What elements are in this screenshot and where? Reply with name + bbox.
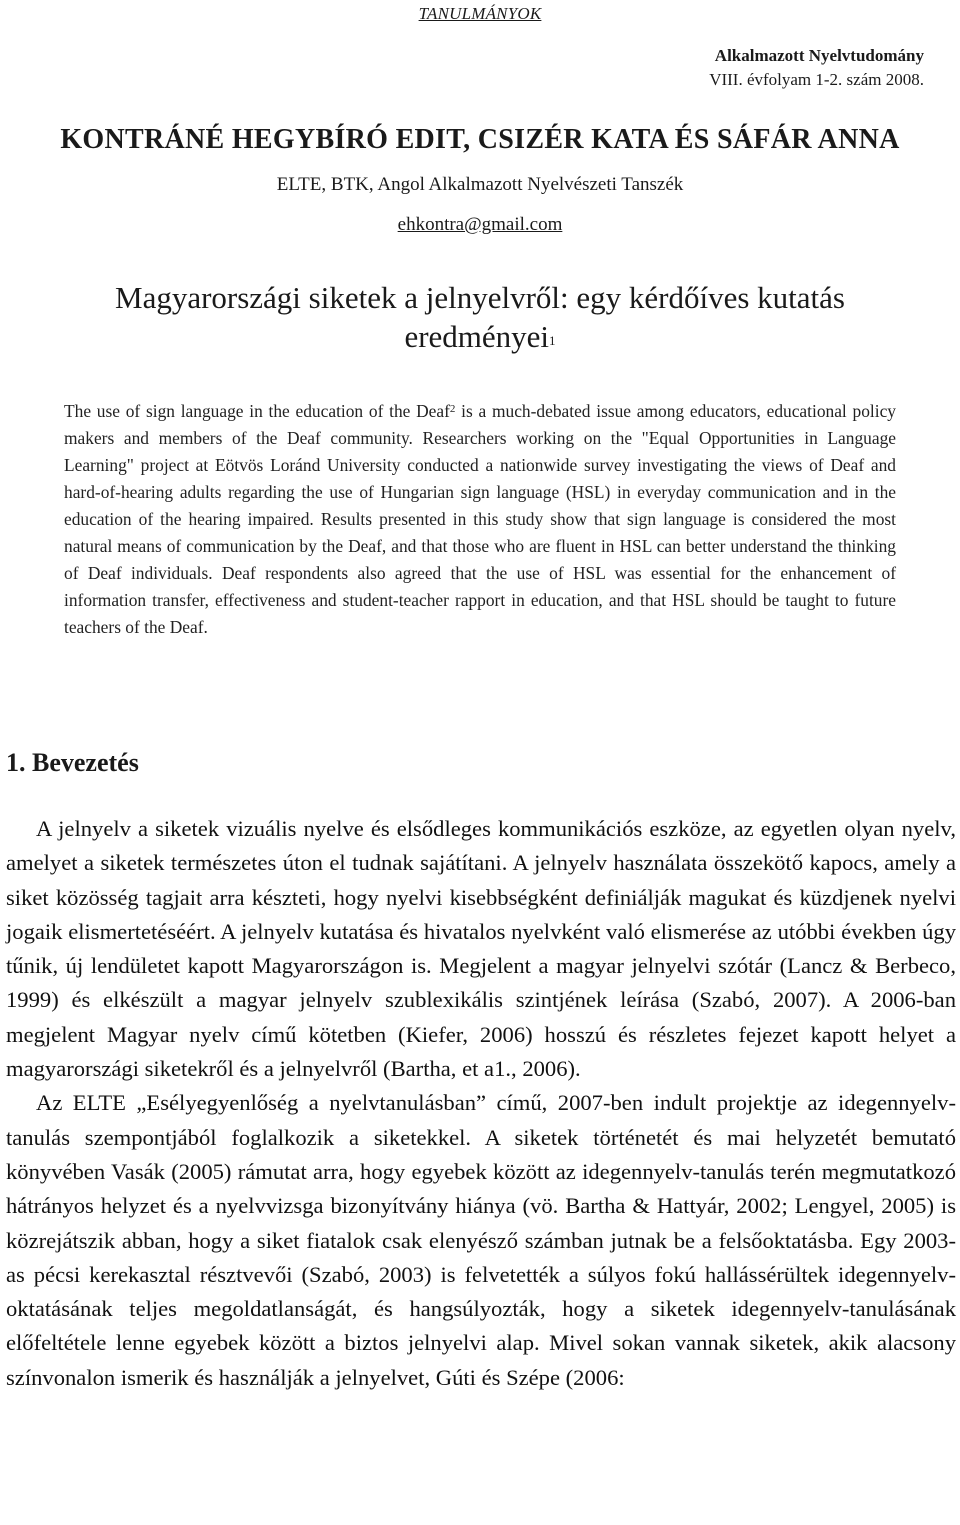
paragraph: Az ELTE „Esélyegyenlőség a nyelvtanulásban” című, 2007-ben indult projektje az idegennyelv-tanulás szempontjából foglalkozik a siketekkel. A siketek történetét és mai helyzetét bemutató könyvében Vasák (2005) rámutat arra, hogy egyebek között az idegennyelv-tanulás terén megmutatkozó hátrányos helyzet és a nyelvvizsga bizonyítvány hiánya (vö. Bartha & Hattyár, 2002; Lengyel, 2005) is közrejátszik abban, hogy a siket fiatalok csak elenyésző számban jutnak be a felsőoktatásba. Egy 2003-as pécsi kerekasztal résztvevői (Szabó, 2003) is felvetették a súlyos fokú hallássérültek idegennyelv-oktatásának teljes megoldatlanságát, és hangsúlyozták, hogy a siketek idegennyelv-tanulásának előfeltétele lenne egyebek között a biztos jelnyelvi alap. Mivel sokan vannak siketek, akik alacsony színvonalon ismerik és használják a jelnyelvet, Gúti és Szépe (2006: <box>6 1090 956 1390</box>
section-label: TANULMÁNYOK <box>418 4 542 23</box>
footnote-mark[interactable]: 1 <box>549 333 556 348</box>
paragraph: A jelnyelv a siketek vizuális nyelve és elsődleges kommunikációs eszköze, az egyetlen olyan nyelv, amelyet a siketek természetes úton el tudnak sajátítani. A jelnyelv használata összekötő kapocs, amely a siket közösség tagjait arra készteti, hogy nyelvi kisebbségként definiálják magukat és küzdjenek nyelvi jogaik elismertetéséért. A jelnyelv kutatása és hivatalos nyelvként való elismerése az utóbbi években úgy tűnik, új lendületet kapott Magyarországon is. Megjelent a magyar jelnyelvi szótár (Lancz & Berbeco, 1999) és elkészült a magyar jelnyelv szublexikális szintjének leírása (Szabó, 2007). A 2006-ban megjelent Magyar nyelv című kötetben (Kiefer, 2006) hosszú és részletes fejezet kapott helyet a magyarországi siketekről és a jelnyelvről (Bartha, et a1., 2006). <box>6 816 956 1082</box>
title-line-1: Magyarországi siketek a jelnyelvről: egy kérdőíves kutatás <box>115 280 845 315</box>
affiliation: ELTE, BTK, Angol Alkalmazott Nyelvészeti Tanszék <box>276 174 684 195</box>
footnote-mark[interactable]: 2 <box>449 403 456 415</box>
abstract-text: is a much-debated issue among educators, educational policy makers and members of the Deaf community. Researchers working on the "Equal Opportunities in Language Learning" project at Eötvös Loránd University conducted a nationwide survey investigating the views of Deaf and hard-of-hearing adults regarding the use of Hungarian sign language (HSL) in everyday communication and in the education of the hearing impaired. Results presented in this study show that sign language is considered the most natural means of communication by the Deaf, and that those who are fluent in HSL can better understand the thinking of Deaf individuals. Deaf respondents also agreed that the use of HSL was essential for the enhancement of information transfer, effectiveness and student-teacher rapport in education, and that HSL should be taught to future teachers of the Deaf. <box>64 401 896 637</box>
section-body <box>6 812 956 1395</box>
abstract <box>64 398 896 641</box>
abstract-text: The use of sign language in the education of the Deaf <box>64 401 450 421</box>
authors: KONTRÁNÉ HEGYBÍRÓ EDIT, CSIZÉR KATA ÉS SÁFÁR ANNA <box>60 124 900 155</box>
section-heading: 1. Bevezetés <box>6 748 139 777</box>
email-link[interactable]: ehkontra@gmail.com <box>397 214 563 235</box>
journal-name: Alkalmazott Nyelvtudomány <box>714 46 924 65</box>
title-line-2: eredményei <box>404 319 550 354</box>
paper-title <box>30 278 930 356</box>
journal-issue: VIII. évfolyam 1-2. szám 2008. <box>709 70 924 89</box>
